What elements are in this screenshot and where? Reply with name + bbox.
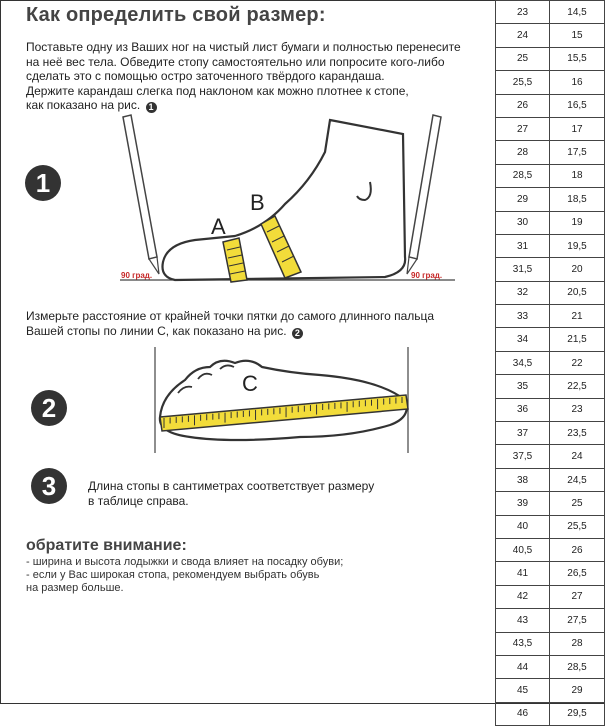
table-row (496, 211, 605, 234)
table-row (496, 71, 605, 94)
size-eu-cell: 33 (496, 305, 550, 328)
size-eu-cell: 35 (496, 375, 550, 398)
size-eu-cell: 31 (496, 234, 550, 257)
length-cm-cell: 14,5 (550, 1, 605, 24)
size-eu-cell: 28 (496, 141, 550, 164)
length-cm-cell: 28,5 (550, 655, 605, 678)
table-row (496, 398, 605, 421)
table-row (496, 305, 605, 328)
table-row (496, 234, 605, 257)
table-row (496, 375, 605, 398)
table-row (496, 492, 605, 515)
length-cm-cell: 28 (550, 632, 605, 655)
figure-foot-top (150, 345, 415, 455)
table-row (496, 188, 605, 211)
length-cm-cell: 17,5 (550, 141, 605, 164)
length-cm-cell: 18 (550, 164, 605, 187)
length-cm-cell: 25 (550, 492, 605, 515)
length-cm-cell: 18,5 (550, 188, 605, 211)
label-a: A (211, 214, 226, 239)
length-cm-cell: 27 (550, 585, 605, 608)
length-cm-cell: 20 (550, 258, 605, 281)
size-eu-cell: 46 (496, 702, 550, 725)
table-row (496, 281, 605, 304)
table-row (496, 679, 605, 702)
label-b: B (250, 190, 265, 215)
length-cm-cell: 23 (550, 398, 605, 421)
length-cm-cell: 21 (550, 305, 605, 328)
instruction-1: Поставьте одну из Ваших ног на чистый лист бумаги и полностью перенесите на неё вес тела. Обведите стопу самостоятельно или попросите кого-либо сделать это с помощью остро заточенного твёрдого карандаша. Держите карандаш слегка под наклоном как можно плотнее к стопе, как показано на рис. 1 (26, 40, 461, 112)
length-cm-cell: 16 (550, 71, 605, 94)
size-eu-cell: 41 (496, 562, 550, 585)
size-eu-cell: 32 (496, 281, 550, 304)
length-cm-cell: 15 (550, 24, 605, 47)
table-row (496, 351, 605, 374)
table-row (496, 445, 605, 468)
label-c: C (242, 371, 258, 396)
size-eu-cell: 34 (496, 328, 550, 351)
length-cm-cell: 15,5 (550, 47, 605, 70)
pencil-left-icon (123, 115, 159, 274)
instruction-3: Длина стопы в сантиметрах соответствует размеру в таблице справа. (88, 479, 375, 508)
page-title: Как определить свой размер: (26, 4, 326, 26)
length-cm-cell: 20,5 (550, 281, 605, 304)
length-cm-cell: 19,5 (550, 234, 605, 257)
step-3-badge: 3 (31, 468, 67, 504)
size-table (495, 0, 605, 726)
size-eu-cell: 42 (496, 585, 550, 608)
table-row (496, 609, 605, 632)
size-eu-cell: 23 (496, 1, 550, 24)
table-row (496, 94, 605, 117)
size-eu-cell: 37 (496, 422, 550, 445)
length-cm-cell: 23,5 (550, 422, 605, 445)
table-row (496, 1, 605, 24)
table-row (496, 24, 605, 47)
length-cm-cell: 24,5 (550, 468, 605, 491)
length-cm-cell: 16,5 (550, 94, 605, 117)
size-eu-cell: 45 (496, 679, 550, 702)
size-eu-cell: 38 (496, 468, 550, 491)
size-eu-cell: 25,5 (496, 71, 550, 94)
size-eu-cell: 24 (496, 24, 550, 47)
size-eu-cell: 40,5 (496, 538, 550, 561)
table-row (496, 538, 605, 561)
length-cm-cell: 26 (550, 538, 605, 561)
step-2-badge: 2 (31, 390, 67, 426)
note-heading: обратите внимание: (26, 537, 187, 554)
length-cm-cell: 29 (550, 679, 605, 702)
angle-left-label: 90 град. (121, 271, 153, 280)
size-eu-cell: 36 (496, 398, 550, 421)
size-eu-cell: 29 (496, 188, 550, 211)
length-cm-cell: 27,5 (550, 609, 605, 632)
size-eu-cell: 34,5 (496, 351, 550, 374)
length-cm-cell: 19 (550, 211, 605, 234)
size-eu-cell: 44 (496, 655, 550, 678)
size-eu-cell: 43 (496, 609, 550, 632)
step-1-badge: 1 (25, 165, 61, 201)
table-row (496, 164, 605, 187)
size-eu-cell: 27 (496, 117, 550, 140)
note-text: - ширина и высота лодыжки и свода влияет на посадку обуви; - если у Вас широкая стопа, рекомендуем выбрать обувь на размер больше. (26, 556, 344, 594)
angle-right-label: 90 град. (411, 271, 443, 280)
size-eu-cell: 30 (496, 211, 550, 234)
size-eu-cell: 26 (496, 94, 550, 117)
table-row (496, 632, 605, 655)
size-eu-cell: 37,5 (496, 445, 550, 468)
size-eu-cell: 28,5 (496, 164, 550, 187)
length-cm-cell: 25,5 (550, 515, 605, 538)
length-cm-cell: 29,5 (550, 702, 605, 725)
length-cm-cell: 26,5 (550, 562, 605, 585)
size-eu-cell: 43,5 (496, 632, 550, 655)
size-eu-cell: 25 (496, 47, 550, 70)
size-eu-cell: 39 (496, 492, 550, 515)
length-cm-cell: 22,5 (550, 375, 605, 398)
pencil-right-icon (407, 115, 441, 274)
table-row (496, 328, 605, 351)
size-eu-cell: 40 (496, 515, 550, 538)
table-row (496, 468, 605, 491)
length-cm-cell: 22 (550, 351, 605, 374)
figure-ref-1: 1 (146, 102, 157, 113)
instruction-2: Измерьте расстояние от крайней точки пятки до самого длинного пальца Вашей стопы по линии С, как показано на рис. 2 (26, 309, 435, 338)
table-row (496, 117, 605, 140)
figure-foot-side (115, 112, 460, 292)
table-row (496, 515, 605, 538)
table-row (496, 702, 605, 725)
length-cm-cell: 24 (550, 445, 605, 468)
figure-ref-2: 2 (292, 328, 303, 339)
table-row (496, 585, 605, 608)
size-eu-cell: 31,5 (496, 258, 550, 281)
length-cm-cell: 21,5 (550, 328, 605, 351)
length-cm-cell: 17 (550, 117, 605, 140)
table-row (496, 422, 605, 445)
table-row (496, 655, 605, 678)
table-row (496, 562, 605, 585)
table-row (496, 141, 605, 164)
table-row (496, 47, 605, 70)
table-row (496, 258, 605, 281)
